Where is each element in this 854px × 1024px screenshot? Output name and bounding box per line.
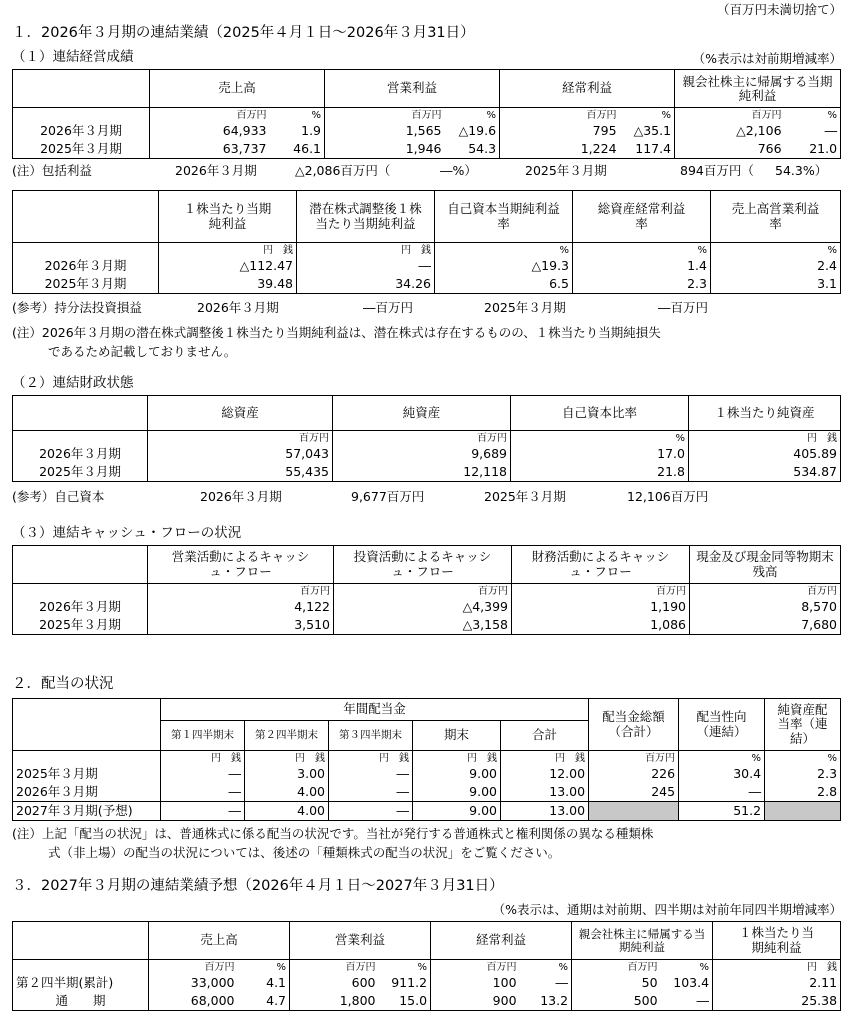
table-row bbox=[13, 766, 841, 784]
cell: 226 bbox=[589, 766, 679, 784]
row-label: 2025年３月期 bbox=[13, 617, 148, 635]
row-label: 2025年３月期 bbox=[13, 276, 159, 294]
cell: 21.8 bbox=[511, 464, 689, 482]
comprehensive-income-period1: 2026年３月期 bbox=[175, 163, 257, 178]
cell: 100 bbox=[431, 975, 520, 993]
cell: 500 bbox=[572, 993, 661, 1011]
cell: 15.0 bbox=[379, 993, 431, 1011]
cell: 4,122 bbox=[148, 599, 334, 617]
header-financing-cf: 財務活動によるキャッシュ・フロー bbox=[512, 546, 690, 584]
header-q1: 第１四半期末 bbox=[161, 721, 245, 751]
cell: 1,224 bbox=[500, 141, 620, 159]
cell: 1.9 bbox=[270, 123, 325, 141]
cell: 405.89 bbox=[689, 446, 841, 464]
unit: % bbox=[435, 243, 573, 258]
cell: 30.4 bbox=[679, 766, 765, 784]
cell: 9,689 bbox=[333, 446, 511, 464]
diluted-eps-note-line2: であるため記載しておりません。 bbox=[48, 344, 237, 359]
row-label: 2026年３月期 bbox=[13, 784, 161, 802]
unit: 百万円 bbox=[512, 584, 690, 599]
cell: 55,435 bbox=[148, 464, 333, 482]
header-bps: １株当たり純資産 bbox=[689, 396, 841, 431]
row-label: 2025年３月期 bbox=[13, 464, 148, 482]
header-cash-balance: 現金及び現金同等物期末残高 bbox=[690, 546, 841, 584]
cell: ― bbox=[161, 802, 245, 821]
equity-method-value2: ―百万円 bbox=[658, 300, 709, 315]
cell: △4,399 bbox=[334, 599, 512, 617]
unit: % bbox=[520, 960, 572, 975]
cell-shaded bbox=[765, 802, 841, 821]
header-total-dividend: 配当金総額（合計） bbox=[589, 699, 679, 751]
unit: 百万円 bbox=[500, 108, 620, 123]
cell: ― bbox=[679, 784, 765, 802]
row-label: 2025年３月期 bbox=[13, 766, 161, 784]
cell: 33,000 bbox=[149, 975, 238, 993]
cell: 1.4 bbox=[573, 258, 711, 276]
cell: △3,158 bbox=[334, 617, 512, 635]
header-net-income: 親会社株主に帰属する当期純利益 bbox=[572, 922, 713, 960]
dividends-table bbox=[12, 698, 841, 821]
table-row bbox=[13, 123, 841, 141]
unit: % bbox=[679, 751, 765, 766]
cell: 46.1 bbox=[270, 141, 325, 159]
header-eps: １株当たり当期純利益 bbox=[159, 191, 297, 243]
cell: 9.00 bbox=[413, 784, 501, 802]
unit: 円 銭 bbox=[161, 751, 245, 766]
cell: 9.00 bbox=[413, 766, 501, 784]
comprehensive-income-value1: △2,086百万円（ bbox=[295, 163, 391, 178]
unit: 百万円 bbox=[589, 751, 679, 766]
comprehensive-income-label: (注）包括利益 bbox=[12, 163, 92, 178]
equity-method-label: (参考）持分法投資損益 bbox=[12, 300, 142, 315]
cell: 13.2 bbox=[520, 993, 572, 1011]
unit: % bbox=[511, 431, 689, 446]
cell: 4.00 bbox=[245, 784, 329, 802]
cell: 911.2 bbox=[379, 975, 431, 993]
cell: 3,510 bbox=[148, 617, 334, 635]
unit: % bbox=[661, 960, 713, 975]
header-eps: １株当たり当期純利益 bbox=[713, 922, 841, 960]
unit: 百万円 bbox=[148, 584, 334, 599]
header-operating-cf: 営業活動によるキャッシュ・フロー bbox=[148, 546, 334, 584]
comprehensive-income-value2: 894百万円（ bbox=[680, 163, 754, 178]
cell: ― bbox=[329, 766, 413, 784]
unit: 百万円 bbox=[431, 960, 520, 975]
header-annual-dividend: 年間配当金 bbox=[161, 699, 589, 721]
header-net-income: 親会社株主に帰属する当期純利益 bbox=[675, 70, 841, 108]
cell: 103.4 bbox=[661, 975, 713, 993]
unit: 百万円 bbox=[675, 108, 785, 123]
section-2-title: ２．配当の状況 bbox=[12, 676, 114, 692]
cell: △19.6 bbox=[445, 123, 500, 141]
cell: 57,043 bbox=[148, 446, 333, 464]
section-1-title: １．2026年３月期の連結業績（2025年４月１日～2026年３月31日） bbox=[12, 25, 475, 41]
header-sales: 売上高 bbox=[150, 70, 325, 108]
equity-method-period2: 2025年３月期 bbox=[484, 300, 566, 315]
header-sales: 売上高 bbox=[149, 922, 290, 960]
cell: 1,800 bbox=[290, 993, 379, 1011]
sub3-title: （３）連結キャッシュ・フローの状況 bbox=[12, 525, 242, 541]
header-doe: 純資産配当率（連結） bbox=[765, 699, 841, 751]
cell: ― bbox=[520, 975, 572, 993]
unit: 百万円 bbox=[572, 960, 661, 975]
table-row bbox=[13, 617, 841, 635]
header-year-end: 期末 bbox=[413, 721, 501, 751]
operating-results-table bbox=[12, 69, 841, 159]
header-q3: 第３四半期末 bbox=[329, 721, 413, 751]
unit: % bbox=[270, 108, 325, 123]
cell: ― bbox=[661, 993, 713, 1011]
unit: % bbox=[620, 108, 675, 123]
cell: 2.8 bbox=[765, 784, 841, 802]
cell: 4.00 bbox=[245, 802, 329, 821]
header-total-assets: 総資産 bbox=[148, 396, 333, 431]
row-label: 2026年３月期 bbox=[13, 258, 159, 276]
sub2-title: （２）連結財政状態 bbox=[12, 375, 134, 391]
header-investing-cf: 投資活動によるキャッシュ・フロー bbox=[334, 546, 512, 584]
cell: 68,000 bbox=[149, 993, 238, 1011]
unit: 百万円 bbox=[690, 584, 841, 599]
header-blank bbox=[13, 70, 150, 108]
cell: ― bbox=[329, 802, 413, 821]
unit: 百万円 bbox=[290, 960, 379, 975]
header-operating-profit: 営業利益 bbox=[325, 70, 500, 108]
header-diluted-eps: 潜在株式調整後１株当たり当期純利益 bbox=[297, 191, 435, 243]
table-row bbox=[13, 141, 841, 159]
header-payout-ratio: 配当性向（連結） bbox=[679, 699, 765, 751]
sub1-pct-note: （%表示は対前期増減率） bbox=[692, 51, 842, 66]
cell: △112.47 bbox=[159, 258, 297, 276]
cell: 21.0 bbox=[785, 141, 841, 159]
cell: ― bbox=[329, 784, 413, 802]
cell: 1,946 bbox=[325, 141, 445, 159]
header-q2: 第２四半期末 bbox=[245, 721, 329, 751]
row-label: 2027年３月期(予想) bbox=[13, 802, 161, 821]
row-label: 第２四半期(累計) bbox=[13, 975, 149, 993]
equity-method-period1: 2026年３月期 bbox=[197, 300, 279, 315]
cell: 7,680 bbox=[690, 617, 841, 635]
cell: 1,086 bbox=[512, 617, 690, 635]
cell: 39.48 bbox=[159, 276, 297, 294]
cell: 9.00 bbox=[413, 802, 501, 821]
row-label: 2026年３月期 bbox=[13, 446, 148, 464]
unit: % bbox=[785, 108, 841, 123]
cell: 54.3 bbox=[445, 141, 500, 159]
equity-capital-value1: 9,677百万円 bbox=[351, 489, 425, 504]
unit: % bbox=[379, 960, 431, 975]
unit: 百万円 bbox=[149, 960, 238, 975]
cell: 2.4 bbox=[711, 258, 841, 276]
unit: 円 銭 bbox=[245, 751, 329, 766]
table-row bbox=[13, 993, 841, 1011]
header-ordinary-profit: 経常利益 bbox=[500, 70, 675, 108]
cell: △19.3 bbox=[435, 258, 573, 276]
header-net-assets: 純資産 bbox=[333, 396, 511, 431]
unit: % bbox=[573, 243, 711, 258]
cell: 64,933 bbox=[150, 123, 270, 141]
dividend-note-line1: (注）上記「配当の状況」は、普通株式に係る配当の状況です。当社が発行する普通株式と権利関係の異なる種類株 bbox=[12, 826, 654, 841]
unit-note: （百万円未満切捨て） bbox=[716, 2, 842, 17]
cell: 50 bbox=[572, 975, 661, 993]
unit: 円 銭 bbox=[329, 751, 413, 766]
unit: 円 銭 bbox=[689, 431, 841, 446]
unit: % bbox=[445, 108, 500, 123]
unit: 円 銭 bbox=[297, 243, 435, 258]
per-share-table bbox=[12, 190, 841, 294]
dividend-note-line2: 式（非上場）の配当の状況については、後述の「種類株式の配当の状況」をご覧ください。 bbox=[48, 845, 561, 860]
cell: 117.4 bbox=[620, 141, 675, 159]
cell: 1,190 bbox=[512, 599, 690, 617]
cell: 25.38 bbox=[713, 993, 841, 1011]
cell: ― bbox=[785, 123, 841, 141]
header-roa: 総資産経常利益率 bbox=[573, 191, 711, 243]
unit: % bbox=[238, 960, 290, 975]
cell: 1,565 bbox=[325, 123, 445, 141]
cell: 4.7 bbox=[238, 993, 290, 1011]
financial-position-table bbox=[12, 395, 841, 482]
cell: 2.3 bbox=[765, 766, 841, 784]
row-label: 2025年３月期 bbox=[13, 141, 150, 159]
table-row bbox=[13, 446, 841, 464]
cell: 795 bbox=[500, 123, 620, 141]
cell: ― bbox=[161, 784, 245, 802]
diluted-eps-note-line1: (注）2026年３月期の潜在株式調整後１株当たり当期純利益は、潜在株式は存在するものの、１株当たり当期純損失 bbox=[12, 325, 661, 340]
equity-capital-period2: 2025年３月期 bbox=[484, 489, 566, 504]
table-row-forecast bbox=[13, 802, 841, 821]
sub1-title: （１）連結経営成績 bbox=[12, 49, 134, 65]
forecast-pct-note: （%表示は、通期は対前期、四半期は対前年同四半期増減率） bbox=[492, 902, 842, 917]
cell: 766 bbox=[675, 141, 785, 159]
cell: 600 bbox=[290, 975, 379, 993]
cell: 13.00 bbox=[501, 784, 589, 802]
equity-method-value1: ―百万円 bbox=[363, 300, 414, 315]
cell: 63,737 bbox=[150, 141, 270, 159]
unit: 百万円 bbox=[148, 431, 333, 446]
unit: 円 銭 bbox=[413, 751, 501, 766]
cash-flow-table bbox=[12, 545, 841, 635]
cell: 245 bbox=[589, 784, 679, 802]
equity-capital-value2: 12,106百万円 bbox=[627, 489, 709, 504]
cell: 534.87 bbox=[689, 464, 841, 482]
cell: 4.1 bbox=[238, 975, 290, 993]
header-operating-profit: 営業利益 bbox=[290, 922, 431, 960]
header-equity-ratio: 自己資本比率 bbox=[511, 396, 689, 431]
table-row bbox=[13, 464, 841, 482]
cell: 8,570 bbox=[690, 599, 841, 617]
unit: 円 銭 bbox=[501, 751, 589, 766]
unit: 円 銭 bbox=[713, 960, 841, 975]
cell: 3.1 bbox=[711, 276, 841, 294]
unit: 百万円 bbox=[150, 108, 270, 123]
header-ordinary-profit: 経常利益 bbox=[431, 922, 572, 960]
cell: ― bbox=[161, 766, 245, 784]
table-row bbox=[13, 784, 841, 802]
table-row bbox=[13, 975, 841, 993]
comprehensive-income-value2-pct: 54.3%） bbox=[775, 163, 828, 178]
cell: △2,106 bbox=[675, 123, 785, 141]
cell: 12.00 bbox=[501, 766, 589, 784]
cell-shaded bbox=[589, 802, 679, 821]
header-roe: 自己資本当期純利益率 bbox=[435, 191, 573, 243]
unit: % bbox=[711, 243, 841, 258]
table-row bbox=[13, 258, 841, 276]
unit: 百万円 bbox=[334, 584, 512, 599]
cell: 2.3 bbox=[573, 276, 711, 294]
section-3-title: ３．2027年３月期の連結業績予想（2026年４月１日～2027年３月31日） bbox=[12, 878, 504, 894]
equity-capital-label: (参考）自己資本 bbox=[12, 489, 105, 504]
unit: 百万円 bbox=[325, 108, 445, 123]
forecast-table bbox=[12, 921, 841, 1011]
row-label: 通 期 bbox=[13, 993, 149, 1011]
unit: 円 銭 bbox=[159, 243, 297, 258]
header-operating-margin: 売上高営業利益率 bbox=[711, 191, 841, 243]
equity-capital-period1: 2026年３月期 bbox=[200, 489, 282, 504]
unit: 百万円 bbox=[333, 431, 511, 446]
cell: 51.2 bbox=[679, 802, 765, 821]
cell: 17.0 bbox=[511, 446, 689, 464]
cell: △35.1 bbox=[620, 123, 675, 141]
row-label: 2026年３月期 bbox=[13, 123, 150, 141]
comprehensive-income-period2: 2025年３月期 bbox=[525, 163, 607, 178]
cell: 900 bbox=[431, 993, 520, 1011]
row-label: 2026年３月期 bbox=[13, 599, 148, 617]
cell: 13.00 bbox=[501, 802, 589, 821]
cell: 12,118 bbox=[333, 464, 511, 482]
cell: 3.00 bbox=[245, 766, 329, 784]
table-row bbox=[13, 276, 841, 294]
cell: ― bbox=[297, 258, 435, 276]
table-row bbox=[13, 599, 841, 617]
comprehensive-income-value1-pct: ―%） bbox=[440, 163, 477, 178]
cell: 2.11 bbox=[713, 975, 841, 993]
cell: 34.26 bbox=[297, 276, 435, 294]
unit: % bbox=[765, 751, 841, 766]
cell: 6.5 bbox=[435, 276, 573, 294]
header-total: 合計 bbox=[501, 721, 589, 751]
